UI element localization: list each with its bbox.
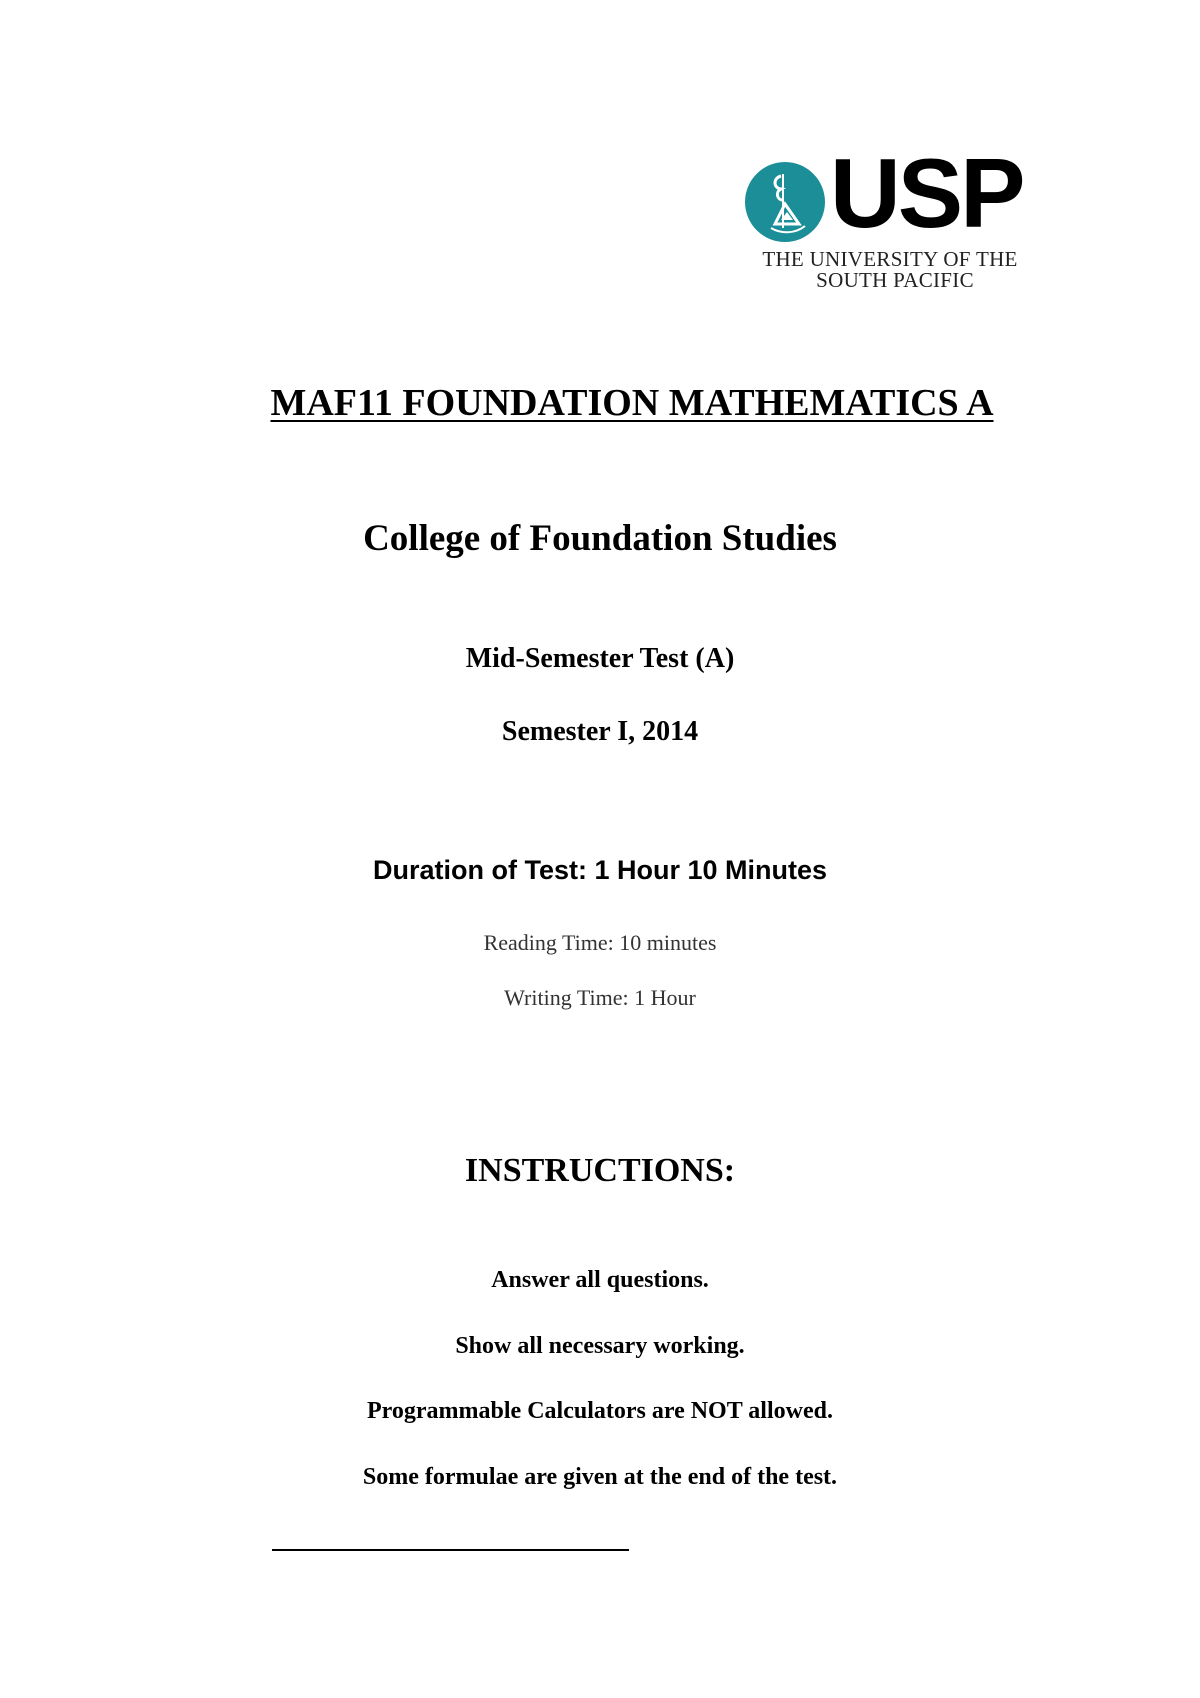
instruction-item: Show all necessary working. [455, 1333, 745, 1359]
writing-time: Writing Time: 1 Hour [504, 985, 696, 1010]
instruction-item: Programmable Calculators are NOT allowed. [367, 1398, 833, 1424]
usp-wordmark: USP [830, 138, 1023, 248]
signature-line [272, 1549, 629, 1551]
university-name-line2: SOUTH PACIFIC [816, 268, 974, 292]
semester: Semester I, 2014 [501, 716, 699, 747]
instruction-item: Answer all questions. [491, 1267, 709, 1293]
test-duration: Duration of Test: 1 Hour 10 Minutes [372, 855, 828, 885]
instructions-heading: INSTRUCTIONS: [464, 1152, 736, 1189]
test-name: Mid-Semester Test (A) [465, 643, 735, 674]
usp-emblem-icon [745, 162, 825, 242]
reading-time: Reading Time: 10 minutes [483, 930, 717, 955]
college-name: College of Foundation Studies [363, 518, 837, 559]
usp-logo [745, 138, 1035, 292]
course-title: MAF11 FOUNDATION MATHEMATICS A [270, 382, 994, 424]
instruction-item: Some formulae are given at the end of the test. [362, 1464, 838, 1490]
university-name-line1: THE UNIVERSITY OF THE [762, 247, 1018, 271]
